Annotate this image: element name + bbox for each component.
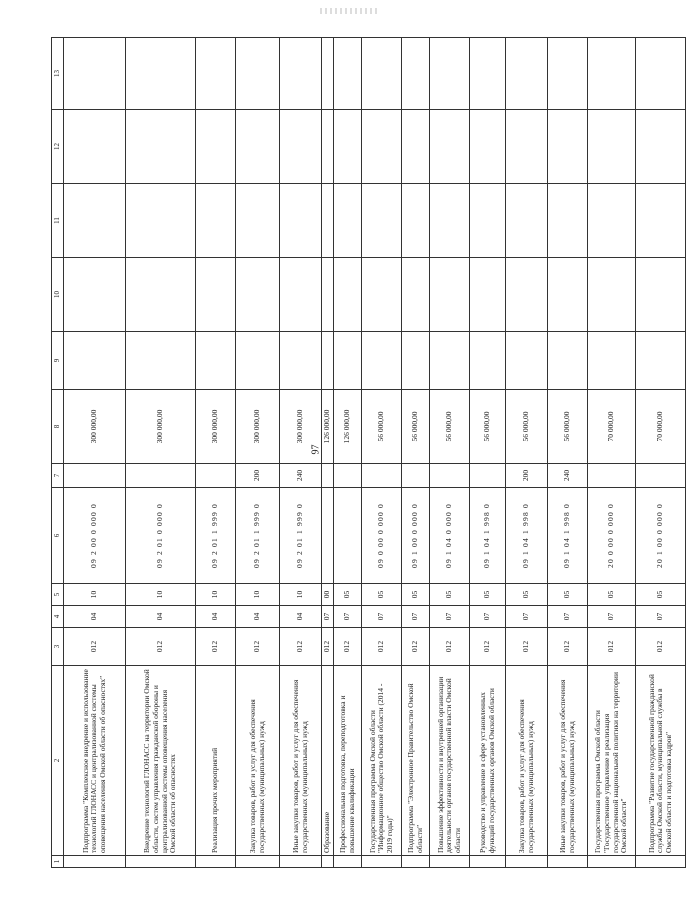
cell-expense-type [430, 464, 470, 488]
cell-target-article [334, 488, 362, 584]
cell-ministry-code: 012 [236, 628, 280, 666]
cell-col9 [470, 332, 506, 390]
table-row [430, 38, 470, 868]
table-row [64, 38, 126, 868]
cell-target-article: 09 2 01 1 999 0 [236, 488, 280, 584]
cell-expense-type [402, 464, 430, 488]
column-header-11: 11 [52, 184, 64, 258]
cell-subsection: 10 [236, 584, 280, 606]
cell-col12 [362, 110, 402, 184]
cell-subsection: 05 [506, 584, 548, 606]
column-header-13: 13 [52, 38, 64, 110]
table-row [506, 38, 548, 868]
column-header-4: 4 [52, 606, 64, 628]
cell-col9 [402, 332, 430, 390]
cell-amount: 300 000,00 [64, 390, 126, 464]
cell-col9 [126, 332, 196, 390]
cell-col13 [196, 38, 236, 110]
cell-subsection: 10 [64, 584, 126, 606]
cell-col11 [236, 184, 280, 258]
cell-amount: 56 000,00 [506, 390, 548, 464]
column-header-8: 8 [52, 390, 64, 464]
column-header-12: 12 [52, 110, 64, 184]
cell-expense-type [362, 464, 402, 488]
cell-section: 07 [636, 606, 686, 628]
column-header-3: 3 [52, 628, 64, 666]
cell-name: Подпрограмма "Комплексное внедрение и использование технологий ГЛОНАСС и централизованной системы оповещения населения Омской области об опасностях" [64, 666, 126, 856]
cell-col9 [588, 332, 636, 390]
cell-name: Профессиональная подготовка, переподготовка и повышение квалификации [334, 666, 362, 856]
cell-expense-type: 240 [548, 464, 588, 488]
cell-col9 [196, 332, 236, 390]
cell-col12 [126, 110, 196, 184]
cell-col12 [506, 110, 548, 184]
cell-col10 [402, 258, 430, 332]
cell-col11 [126, 184, 196, 258]
cell-col1 [506, 856, 548, 868]
cell-target-article: 09 1 04 1 998 0 [506, 488, 548, 584]
cell-name: Внедрение технологий ГЛОНАСС на территории Омской области, систем управления гражданской обороны и централизованной системы оповещения населения Омской области об опасностях [126, 666, 196, 856]
cell-subsection: 05 [588, 584, 636, 606]
cell-col9 [64, 332, 126, 390]
cell-col11 [362, 184, 402, 258]
cell-ministry-code: 012 [362, 628, 402, 666]
cell-col12 [280, 110, 322, 184]
cell-col10 [126, 258, 196, 332]
cell-section: 04 [64, 606, 126, 628]
cell-expense-type [196, 464, 236, 488]
cell-subsection: 05 [402, 584, 430, 606]
cell-section: 04 [196, 606, 236, 628]
cell-amount: 56 000,00 [402, 390, 430, 464]
cell-target-article: 09 1 00 0 000 0 [402, 488, 430, 584]
cell-col11 [636, 184, 686, 258]
cell-col13 [64, 38, 126, 110]
cell-name: Реализация прочих мероприятий [196, 666, 236, 856]
cell-col13 [402, 38, 430, 110]
table-row [362, 38, 402, 868]
column-header-7: 7 [52, 464, 64, 488]
cell-col11 [548, 184, 588, 258]
cell-section: 07 [588, 606, 636, 628]
cell-col12 [430, 110, 470, 184]
cell-subsection: 00 [322, 584, 334, 606]
cell-ministry-code: 012 [64, 628, 126, 666]
cell-col1 [588, 856, 636, 868]
cell-name: Иные закупки товаров, работ и услуг для обеспечения государственных (муниципальных) нужд [280, 666, 322, 856]
cell-col1 [126, 856, 196, 868]
cell-ministry-code: 012 [548, 628, 588, 666]
cell-target-article: 09 1 04 1 998 0 [470, 488, 506, 584]
header-row [52, 38, 64, 868]
cell-col9 [236, 332, 280, 390]
cell-amount: 126 000,00 [322, 390, 334, 464]
cell-amount: 56 000,00 [548, 390, 588, 464]
cell-amount: 56 000,00 [362, 390, 402, 464]
cell-col13 [470, 38, 506, 110]
cell-section: 07 [470, 606, 506, 628]
cell-col1 [636, 856, 686, 868]
table-row [126, 38, 196, 868]
cell-expense-type [470, 464, 506, 488]
cell-col9 [362, 332, 402, 390]
cell-section: 07 [430, 606, 470, 628]
cell-col13 [548, 38, 588, 110]
column-header-10: 10 [52, 258, 64, 332]
cell-col9 [636, 332, 686, 390]
cell-ministry-code: 012 [126, 628, 196, 666]
cell-ministry-code: 012 [280, 628, 322, 666]
cell-expense-type [588, 464, 636, 488]
cell-col11 [322, 184, 334, 258]
cell-col9 [334, 332, 362, 390]
table-row [236, 38, 280, 868]
cell-ministry-code: 012 [470, 628, 506, 666]
cell-col10 [430, 258, 470, 332]
cell-amount: 300 000,00 [126, 390, 196, 464]
cell-section: 07 [322, 606, 334, 628]
cell-ministry-code: 012 [402, 628, 430, 666]
cell-target-article: 09 0 00 0 000 0 [362, 488, 402, 584]
cell-expense-type [126, 464, 196, 488]
table-row [196, 38, 236, 868]
cell-col13 [588, 38, 636, 110]
budget-table [51, 37, 686, 868]
cell-col10 [64, 258, 126, 332]
cell-target-article: 09 2 01 0 000 0 [126, 488, 196, 584]
cell-col10 [588, 258, 636, 332]
cell-name: Образование [322, 666, 334, 856]
cell-col10 [280, 258, 322, 332]
cell-col11 [402, 184, 430, 258]
cell-subsection: 10 [280, 584, 322, 606]
cell-amount: 300 000,00 [280, 390, 322, 464]
cell-col10 [506, 258, 548, 332]
cell-expense-type: 240 [280, 464, 322, 488]
cell-ministry-code: 012 [506, 628, 548, 666]
page-number: 97 [310, 444, 322, 455]
cell-section: 04 [126, 606, 196, 628]
cell-col11 [280, 184, 322, 258]
cell-col11 [334, 184, 362, 258]
cell-amount: 300 000,00 [196, 390, 236, 464]
cell-col1 [548, 856, 588, 868]
cell-target-article: 09 2 01 1 999 0 [280, 488, 322, 584]
cell-section: 04 [280, 606, 322, 628]
cell-subsection: 10 [126, 584, 196, 606]
cell-subsection: 05 [334, 584, 362, 606]
table-row [470, 38, 506, 868]
cell-col13 [430, 38, 470, 110]
cell-col13 [362, 38, 402, 110]
cell-subsection: 05 [636, 584, 686, 606]
cell-col13 [322, 38, 334, 110]
cell-target-article: 09 1 04 1 998 0 [548, 488, 588, 584]
table-row [280, 38, 322, 868]
cell-name: Государственная программа Омской области "Государственное управление и реализация государственной национальной политики на территории Омской области" [588, 666, 636, 856]
column-header-5: 5 [52, 584, 64, 606]
cell-amount: 56 000,00 [470, 390, 506, 464]
cell-amount: 300 000,00 [236, 390, 280, 464]
rotated-table-container [51, 38, 673, 868]
cell-col11 [506, 184, 548, 258]
cell-col10 [362, 258, 402, 332]
cell-expense-type [322, 464, 334, 488]
table-body [64, 38, 686, 868]
cell-col13 [236, 38, 280, 110]
cell-amount: 56 000,00 [430, 390, 470, 464]
cell-amount: 70 000,00 [636, 390, 686, 464]
column-header-6: 6 [52, 488, 64, 584]
cell-col12 [588, 110, 636, 184]
cell-col9 [548, 332, 588, 390]
cell-name: Подпрограмма "Развитие государственной гражданской службы Омской области, муниципальной службы в Омской области и подготовка кадров" [636, 666, 686, 856]
cell-col1 [236, 856, 280, 868]
cell-col11 [64, 184, 126, 258]
cell-col11 [588, 184, 636, 258]
cell-col10 [334, 258, 362, 332]
column-header-1: 1 [52, 856, 64, 868]
cell-col11 [470, 184, 506, 258]
cell-col1 [280, 856, 322, 868]
table-row [636, 38, 686, 868]
cell-col10 [636, 258, 686, 332]
cell-name: Руководство и управление в сфере установленных функций государственных органов Омской области [470, 666, 506, 856]
cell-col9 [430, 332, 470, 390]
cell-col10 [196, 258, 236, 332]
cell-target-article: 09 1 04 0 000 0 [430, 488, 470, 584]
scan-artifact [320, 8, 380, 14]
cell-expense-type [636, 464, 686, 488]
cell-col13 [636, 38, 686, 110]
cell-col12 [64, 110, 126, 184]
cell-ministry-code: 012 [322, 628, 334, 666]
cell-col1 [64, 856, 126, 868]
cell-amount: 70 000,00 [588, 390, 636, 464]
cell-expense-type [64, 464, 126, 488]
cell-amount: 126 000,00 [334, 390, 362, 464]
cell-name: Повышение эффективности и внутренней организации деятельности органов государственной власти Омской области [430, 666, 470, 856]
cell-subsection: 10 [196, 584, 236, 606]
cell-subsection: 05 [362, 584, 402, 606]
cell-col1 [362, 856, 402, 868]
cell-section: 07 [362, 606, 402, 628]
cell-expense-type [334, 464, 362, 488]
cell-subsection: 05 [430, 584, 470, 606]
cell-expense-type: 200 [236, 464, 280, 488]
cell-target-article: 09 2 00 0 000 0 [64, 488, 126, 584]
cell-section: 07 [548, 606, 588, 628]
cell-col1 [196, 856, 236, 868]
cell-section: 07 [506, 606, 548, 628]
cell-col12 [334, 110, 362, 184]
cell-ministry-code: 012 [196, 628, 236, 666]
cell-col10 [236, 258, 280, 332]
table-row [588, 38, 636, 868]
table-row [334, 38, 362, 868]
cell-col12 [470, 110, 506, 184]
cell-name: Подпрограмма "Электронное Правительство Омской области" [402, 666, 430, 856]
cell-ministry-code: 012 [636, 628, 686, 666]
cell-col9 [280, 332, 322, 390]
cell-name: Закупка товаров, работ и услуг для обеспечения государственных (муниципальных) нужд [236, 666, 280, 856]
cell-section: 07 [402, 606, 430, 628]
cell-col10 [470, 258, 506, 332]
column-header-2: 2 [52, 666, 64, 856]
cell-col13 [280, 38, 322, 110]
cell-col13 [506, 38, 548, 110]
table-row [402, 38, 430, 868]
cell-section: 07 [334, 606, 362, 628]
column-header-9: 9 [52, 332, 64, 390]
table-row [548, 38, 588, 868]
cell-ministry-code: 012 [334, 628, 362, 666]
cell-col1 [430, 856, 470, 868]
table-row [322, 38, 334, 868]
cell-subsection: 05 [548, 584, 588, 606]
cell-col11 [430, 184, 470, 258]
cell-col1 [402, 856, 430, 868]
cell-col1 [322, 856, 334, 868]
cell-col9 [322, 332, 334, 390]
cell-expense-type: 200 [506, 464, 548, 488]
cell-col12 [548, 110, 588, 184]
cell-col12 [236, 110, 280, 184]
cell-name: Закупка товаров, работ и услуг для обеспечения государственных (муниципальных) нужд [506, 666, 548, 856]
cell-col13 [334, 38, 362, 110]
cell-col12 [402, 110, 430, 184]
cell-col13 [126, 38, 196, 110]
cell-ministry-code: 012 [430, 628, 470, 666]
cell-col9 [506, 332, 548, 390]
cell-subsection: 05 [470, 584, 506, 606]
cell-target-article: 20 0 00 0 000 0 [588, 488, 636, 584]
cell-col12 [322, 110, 334, 184]
cell-col1 [470, 856, 506, 868]
cell-target-article: 20 1 00 0 000 0 [636, 488, 686, 584]
cell-col11 [196, 184, 236, 258]
cell-col10 [548, 258, 588, 332]
cell-col10 [322, 258, 334, 332]
cell-ministry-code: 012 [588, 628, 636, 666]
cell-col12 [196, 110, 236, 184]
cell-section: 04 [236, 606, 280, 628]
cell-col1 [334, 856, 362, 868]
cell-name: Государственная программа Омской области "Информационное общество Омской области (2014 - 2019 годы)" [362, 666, 402, 856]
cell-target-article: 09 2 01 1 999 0 [196, 488, 236, 584]
cell-name: Иные закупки товаров, работ и услуг для обеспечения государственных (муниципальных) нужд [548, 666, 588, 856]
cell-col12 [636, 110, 686, 184]
cell-target-article [322, 488, 334, 584]
